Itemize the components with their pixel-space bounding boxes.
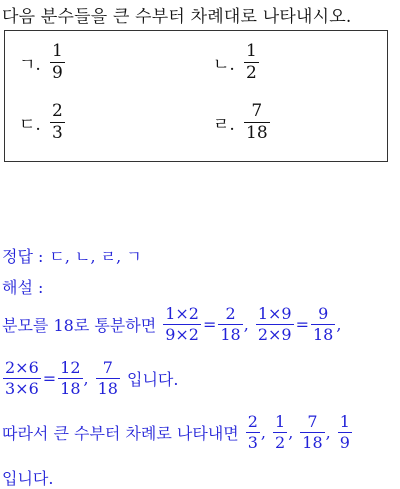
equals-sign: =	[295, 315, 309, 334]
fraction: $\frac{2}{3}$	[247, 412, 258, 452]
option-mark: ㄴ.	[213, 55, 235, 75]
explanation-line-3	[2, 414, 353, 451]
fraction: $\frac{1}{2}$	[275, 412, 286, 452]
comma: ,	[83, 369, 89, 388]
option-giyeok	[19, 43, 66, 82]
explanation-label: 해설 :	[2, 278, 44, 297]
fraction: $\frac{7}{18}$	[97, 358, 118, 398]
fraction: $\frac{7}{18}$	[302, 412, 323, 452]
fraction: $\frac{7}{18}$	[246, 101, 268, 143]
option-rieul	[213, 103, 271, 142]
comma: ,	[325, 423, 331, 442]
answer-line	[2, 244, 142, 267]
option-mark: ㄷ.	[19, 115, 41, 135]
explanation-tail: 입니다.	[126, 370, 179, 389]
fraction: $\frac{1}{2}$	[246, 41, 257, 83]
explanation-text: 따라서 큰 수부터 차례로 나타내면	[2, 424, 239, 443]
comma: ,	[288, 423, 294, 442]
fraction: $\frac{1}{9}$	[52, 41, 63, 83]
question-text: 다음 분수들을 큰 수부터 차례대로 나타내시오.	[2, 7, 352, 27]
options-box	[4, 30, 388, 162]
fraction: $\frac{2}{18}$	[220, 304, 241, 344]
comma: ,	[260, 423, 267, 442]
comma: ,	[336, 315, 342, 334]
fraction: $\frac{2}{3}$	[52, 101, 63, 143]
fraction: $\frac{12}{18}$	[60, 358, 81, 398]
option-mark: ㄱ.	[19, 55, 41, 75]
explanation-line-1	[2, 306, 341, 343]
fraction: $\frac{9}{18}$	[312, 304, 334, 344]
option-digeut	[19, 103, 66, 142]
fraction: $\frac{1\times 2}{9\times 2}$	[165, 304, 199, 344]
comma: ,	[243, 315, 249, 334]
fraction: $\frac{1}{9}$	[339, 412, 350, 452]
equals-sign: =	[202, 315, 217, 334]
option-mark: ㄹ.	[213, 115, 235, 135]
explanation-text: 분모를 18로 통분하면	[2, 316, 157, 335]
explanation-line-4: 입니다.	[2, 469, 54, 488]
equals-sign: =	[42, 369, 57, 388]
fraction: $\frac{1\times 9}{2\times 9}$	[257, 304, 292, 344]
answer-label: 정답 :	[2, 247, 44, 266]
fraction: $\frac{2\times 6}{3\times 6}$	[5, 358, 39, 398]
explanation-line-2	[2, 360, 178, 397]
option-nieun	[213, 43, 260, 82]
answer-value: ㄷ, ㄴ, ㄹ, ㄱ	[49, 247, 142, 266]
